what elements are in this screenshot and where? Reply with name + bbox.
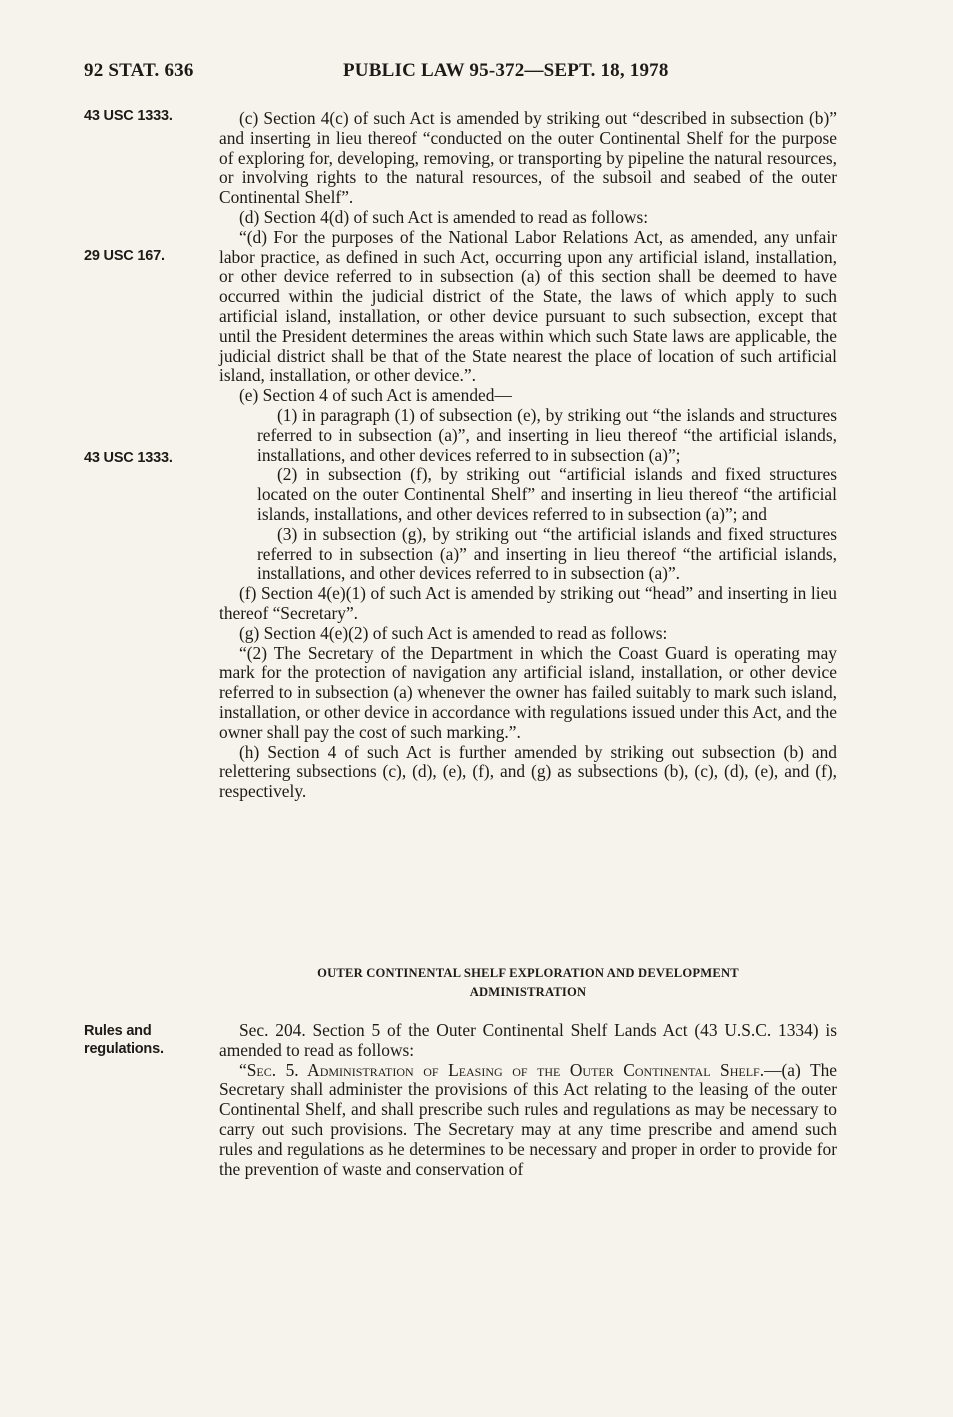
- section-heading-block: [219, 964, 837, 1002]
- margin-note-43-usc-1333: 43 USC 1333.: [84, 108, 173, 124]
- running-title: PUBLIC LAW 95-372—SEPT. 18, 1978: [343, 60, 669, 81]
- paragraph-d-text: “(d) For the purposes of the National Labor Relations Act, as amended, any unfair labor practice, as defined in such Act, occurring upon any artificial island, installation, or other device referred to in subsection (a) of this section shall be deemed to have occurred within the judicial district of the State, the laws of which apply to such artificial island, installation, or other device pursuant to such subsection, except that until the President determines the areas within which such State laws are applicable, the judicial district shall be that of the State nearest the place of location of such artificial island, installation, or other device.”.: [219, 226, 837, 386]
- section-5-paragraph: [219, 1061, 837, 1180]
- stat-page-reference: 92 STAT. 636: [84, 60, 194, 81]
- paragraph-f: (f) Section 4(e)(1) of such Act is amended by striking out “head” and inserting in lieu thereof “Secretary”.: [219, 583, 837, 623]
- section-heading-line-1: OUTER CONTINENTAL SHELF EXPLORATION AND DEVELOPMENT: [317, 966, 739, 980]
- paragraph-e-3: (3) in subsection (g), by striking out “the artificial islands and fixed structures referred to in subsection (a)” and inserting in lieu thereof “the artificial islands, installations, and other devices referred to in subsection (a)”.: [257, 523, 837, 584]
- section-5-text: (a) The Secretary shall administer the provisions of this Act relating to the leasing of the outer Continental Shelf, and shall prescribe such rules and regulations as may be necessary to carry out such provisions. The Secretary may at any time prescribe and amend such rules and regulations as he determines to be necessary and proper in order to provide for the prevention of waste and conservation of: [219, 1059, 837, 1179]
- section-heading-line-2: ADMINISTRATION: [469, 985, 587, 999]
- section-204-paragraph: Sec. 204. Section 5 of the Outer Continental Shelf Lands Act (43 U.S.C. 1334) is amended to read as follows:: [219, 1020, 837, 1060]
- paragraph-e-2: (2) in subsection (f), by striking out “artificial islands and fixed structures located on the outer Continental Shelf” and inserting in lieu thereof “the artificial islands, installations, and other devices referred to in subsection (a)”; and: [257, 464, 837, 524]
- section-5-caption: “Sec. 5. Administration of Leasing of the Outer Continental Shelf.—: [239, 1059, 782, 1080]
- margin-note-line: regulations.: [84, 1041, 164, 1057]
- paragraph-d-intro: (d) Section 4(d) of such Act is amended to read as follows:: [239, 206, 649, 227]
- paragraph-e-intro: (e) Section 4 of such Act is amended—: [239, 385, 512, 406]
- paragraph-g-text: “(2) The Secretary of the Department in which the Coast Guard is operating may mark for the protection of navigation any artificial island, installation, or other device referred to in subsection (a) whenever the owner has failed suitably to mark such island, installation, or other device in accordance with regulations issued under this Act, and the owner shall pay the cost of such marking.”.: [219, 642, 837, 742]
- paragraph-e-1: (1) in paragraph (1) of subsection (e), by striking out “the islands and structures referred to in subsection (a)”, and inserting in lieu thereof “the artificial islands, installations, and other devices referred to in subsection (a)”;: [257, 404, 837, 465]
- paragraph-c: (c) Section 4(c) of such Act is amended by striking out “described in subsection (b)” and inserting in lieu thereof “conducted on the outer Continental Shelf for the purpose of exploring for, developing, removing, or transporting by pipeline the natural resources, or involving rights to the natural resources, of the subsoil and seabed of the outer Continental Shelf”.: [219, 108, 837, 208]
- margin-note-line: Rules and: [84, 1023, 152, 1039]
- margin-note-rules-and-regulations: [84, 1022, 204, 1058]
- amendments-text-block: [219, 109, 837, 802]
- margin-note-29-usc-167: 29 USC 167.: [84, 248, 165, 264]
- page-header: [84, 60, 833, 90]
- margin-note-43-usc-1333-second: 43 USC 1333.: [84, 450, 173, 466]
- section-204-block: [219, 1021, 837, 1179]
- paragraph-h: (h) Section 4 of such Act is further amended by striking out subsection (b) and relettering subsections (c), (d), (e), (f), and (g) as subsections (b), (c), (d), (e), and (f), respectively.: [219, 741, 837, 802]
- paragraph-g-intro: (g) Section 4(e)(2) of such Act is amended to read as follows:: [239, 622, 668, 643]
